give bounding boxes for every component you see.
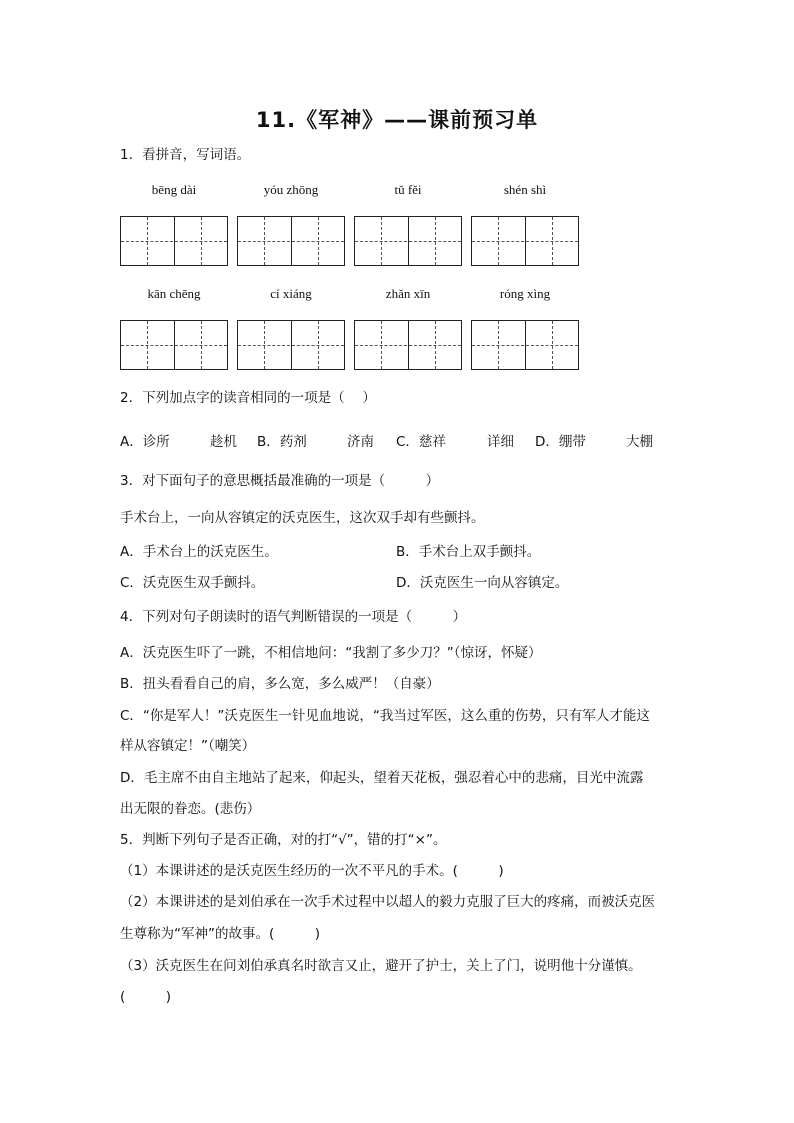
- writing-grid[interactable]: [354, 320, 462, 370]
- q2-option-a[interactable]: A．诊所: [120, 434, 170, 450]
- q4-option-d-cont: 出无限的眷恋。(悲伤）: [120, 801, 261, 817]
- writing-grid[interactable]: [354, 216, 462, 266]
- q5-prompt: 5．判断下列句子是否正确，对的打“√”，错的打“×”。: [120, 832, 447, 848]
- pinyin-label: bēng dài: [151, 182, 197, 197]
- q3-option-c[interactable]: C．沃克医生双手颤抖。: [120, 575, 265, 591]
- writing-grid[interactable]: [237, 320, 345, 370]
- writing-grid[interactable]: [237, 216, 345, 266]
- q2-option-b[interactable]: B．药剂: [257, 434, 307, 450]
- q4-option-c-cont: 样从容镇定！”（嘲笑）: [120, 738, 256, 754]
- q4-option-c[interactable]: C．“你是军人！”沃克医生一针见血地说，“我当过军医，这么重的伤势，只有军人才能这: [120, 708, 650, 724]
- q1-prompt: 1．看拼音，写词语。: [120, 147, 251, 163]
- pinyin-label: yóu zhōng: [263, 182, 319, 197]
- writing-grid[interactable]: [471, 320, 579, 370]
- q5-statement-3[interactable]: （3）沃克医生在问刘伯承真名时欲言又止，避开了护士，关上了门，说明他十分谨慎。: [120, 958, 642, 974]
- pinyin-label: kān chēng: [147, 286, 201, 301]
- q2-option-a-word: 趁机: [210, 434, 237, 450]
- q4-prompt: 4．下列对句子朗读时的语气判断错误的一项是（ ）: [120, 609, 467, 625]
- q2-option-b-word: 济南: [347, 434, 374, 450]
- q4-option-b[interactable]: B．扭头看看自己的肩，多么宽，多么威严！（自豪）: [120, 676, 440, 692]
- q3-option-b[interactable]: B．手术台上双手颤抖。: [396, 544, 541, 560]
- q5-statement-2[interactable]: （2）本课讲述的是刘伯承在一次手术过程中以超人的毅力克服了巨大的疼痛，而被沃克医: [120, 894, 656, 910]
- q4-option-a[interactable]: A．沃克医生吓了一跳，不相信地问：“我割了多少刀？”（惊讶，怀疑）: [120, 645, 542, 661]
- q2-option-c[interactable]: C．慈祥: [396, 434, 446, 450]
- pinyin-label: tǔ fěi: [394, 182, 422, 197]
- q3-prompt: 3．对下面句子的意思概括最准确的一项是（ ）: [120, 473, 440, 489]
- q2-prompt: 2．下列加点字的读音相同的一项是（ ）: [120, 390, 376, 406]
- q5-statement-3-answer[interactable]: ( ): [120, 989, 172, 1005]
- q3-option-d[interactable]: D．沃克医生一向从容镇定。: [396, 575, 569, 591]
- q3-sentence: 手术台上，一向从容镇定的沃克医生，这次双手却有些颤抖。: [120, 510, 485, 526]
- q3-option-a[interactable]: A．手术台上的沃克医生。: [120, 544, 278, 560]
- q5-statement-2-cont: 生尊称为“军神”的故事。( ): [120, 926, 321, 942]
- q4-option-d[interactable]: D．毛主席不由自主地站了起来，仰起头，望着天花板，强忍着心中的悲痛，目光中流露: [120, 770, 644, 786]
- q2-option-d-word: 大棚: [626, 434, 653, 450]
- writing-grid[interactable]: [120, 320, 228, 370]
- q2-option-c-word: 详细: [487, 434, 514, 450]
- writing-grid[interactable]: [120, 216, 228, 266]
- pinyin-label: shén shì: [503, 182, 547, 197]
- pinyin-label: cí xiáng: [270, 286, 312, 301]
- q2-option-d[interactable]: D．绷带: [535, 434, 586, 450]
- pinyin-label: zhǎn xīn: [385, 286, 431, 301]
- pinyin-label: róng xìng: [499, 286, 551, 301]
- q5-statement-1[interactable]: （1）本课讲述的是沃克医生经历的一次不平凡的手术。( ): [120, 863, 504, 879]
- page-title: 11.《军神》——课前预习单: [255, 108, 539, 132]
- writing-grid[interactable]: [471, 216, 579, 266]
